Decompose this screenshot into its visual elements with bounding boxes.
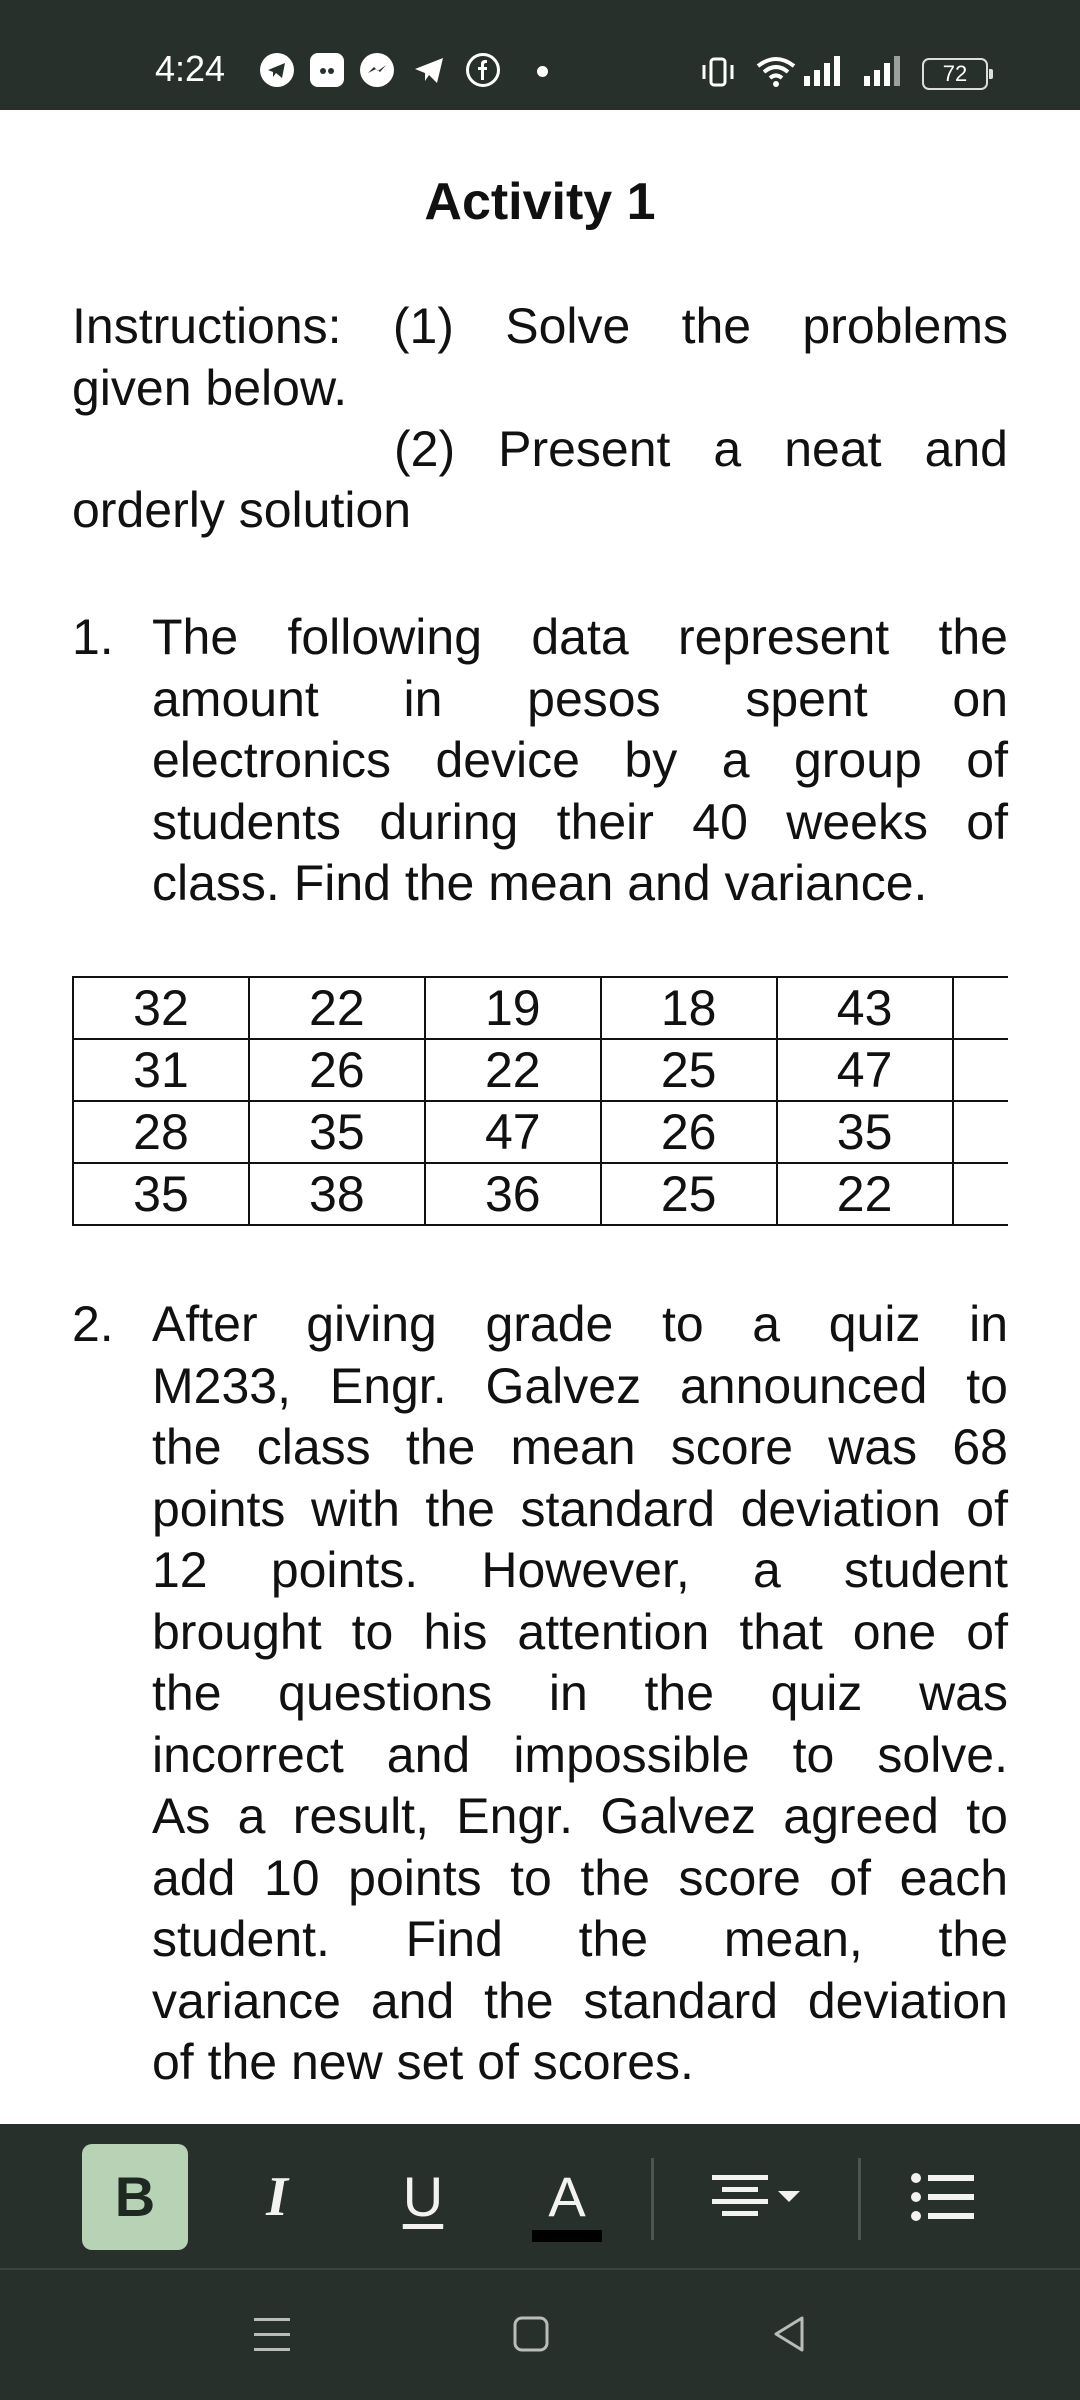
table-cell[interactable]: 26 bbox=[601, 1101, 777, 1163]
bold-button[interactable]: B bbox=[82, 2144, 188, 2250]
signal-icon bbox=[860, 54, 908, 93]
problem-line: class. Find the mean and variance. bbox=[152, 855, 928, 911]
problem-line: As a result, Engr. Galvez agreed to bbox=[152, 1788, 1008, 1844]
problem-1-text[interactable] bbox=[152, 607, 1008, 915]
table-row bbox=[73, 1101, 1008, 1163]
table-cell[interactable]: 38 bbox=[249, 1163, 425, 1225]
table-row bbox=[73, 1039, 1008, 1101]
table-cell[interactable]: 32 bbox=[73, 977, 249, 1039]
table-cell[interactable]: 43 bbox=[777, 977, 953, 1039]
instructions-line[interactable]: given below. bbox=[72, 360, 348, 416]
italic-button[interactable]: I bbox=[266, 2166, 288, 2228]
problem-line: the questions in the quiz was bbox=[152, 1665, 1008, 1721]
telegram-icon bbox=[260, 53, 294, 87]
text-color-button[interactable] bbox=[514, 2144, 620, 2250]
back-icon[interactable] bbox=[768, 2310, 812, 2365]
toolbar-divider bbox=[858, 2158, 861, 2240]
table-cell[interactable]: 31 bbox=[73, 1039, 249, 1101]
text-color-swatch bbox=[532, 2230, 602, 2242]
problem-line: students during their 40 weeks of bbox=[152, 793, 1008, 850]
table-cell[interactable]: 19 bbox=[425, 977, 601, 1039]
document-title[interactable]: Activity 1 bbox=[424, 173, 656, 231]
table-cell[interactable] bbox=[953, 1039, 1008, 1101]
table-cell[interactable] bbox=[953, 1101, 1008, 1163]
problem-line: electronics device by a group of bbox=[152, 732, 1008, 788]
table-cell[interactable]: 22 bbox=[249, 977, 425, 1039]
table-cell[interactable]: 22 bbox=[777, 1163, 953, 1225]
list-button[interactable] bbox=[892, 2144, 998, 2250]
status-time: 4:24 bbox=[155, 48, 226, 89]
signal-icon bbox=[800, 54, 848, 93]
table-cell[interactable]: 25 bbox=[601, 1039, 777, 1101]
problem-line: points with the standard deviation of bbox=[152, 1480, 1008, 1537]
battery-indicator: 72 bbox=[922, 58, 988, 90]
table-cell[interactable] bbox=[953, 1163, 1008, 1225]
align-center-icon bbox=[698, 2144, 818, 2250]
problem-line: After giving grade to a quiz in bbox=[152, 1296, 1008, 1352]
underline-button[interactable]: U bbox=[402, 2165, 444, 2228]
table-row bbox=[73, 1163, 1008, 1225]
table-cell[interactable]: 47 bbox=[425, 1101, 601, 1163]
problem-2-text[interactable] bbox=[152, 1294, 1008, 2094]
table-row bbox=[73, 977, 1008, 1039]
problem-line: add 10 points to the score of each bbox=[152, 1849, 1008, 1906]
table-cell[interactable]: 26 bbox=[249, 1039, 425, 1101]
problem-line: The following data represent the bbox=[152, 609, 1008, 665]
table-cell[interactable] bbox=[953, 977, 1008, 1039]
text-color-label: A bbox=[548, 2165, 586, 2228]
problem-line: 12 points. However, a student bbox=[152, 1542, 1008, 1598]
data-table[interactable] bbox=[72, 976, 1008, 1226]
table-cell[interactable]: 28 bbox=[73, 1101, 249, 1163]
table-cell[interactable]: 35 bbox=[73, 1163, 249, 1225]
align-button[interactable] bbox=[698, 2144, 818, 2250]
table-cell[interactable]: 25 bbox=[601, 1163, 777, 1225]
problem-line: the class the mean score was 68 bbox=[152, 1419, 1008, 1475]
problem-number: 1. bbox=[72, 609, 114, 665]
instructions-line[interactable]: orderly solution bbox=[72, 482, 412, 538]
instructions-line[interactable]: (2) Present a neat and bbox=[394, 421, 1008, 477]
formatting-toolbar bbox=[0, 2124, 1080, 2268]
problem-line: incorrect and impossible to solve. bbox=[152, 1726, 1008, 1783]
facebook-icon bbox=[466, 53, 500, 87]
problem-line: student. Find the mean, the bbox=[152, 1911, 1008, 1967]
instructions-line[interactable]: Instructions: (1) Solve the problems bbox=[72, 298, 1008, 354]
table-cell[interactable]: 47 bbox=[777, 1039, 953, 1101]
discord-icon bbox=[310, 53, 344, 87]
problem-number: 2. bbox=[72, 1296, 114, 1352]
problem-line: amount in pesos spent on bbox=[152, 670, 1008, 727]
vibrate-icon bbox=[700, 56, 736, 93]
status-bar bbox=[0, 0, 1080, 110]
toolbar-divider bbox=[651, 2158, 654, 2240]
problem-line: variance and the standard deviation bbox=[152, 1972, 1008, 2029]
problem-line: of the new set of scores. bbox=[152, 2034, 694, 2090]
table-cell[interactable]: 22 bbox=[425, 1039, 601, 1101]
recent-apps-icon[interactable] bbox=[250, 2310, 294, 2365]
navigation-bar bbox=[0, 2268, 1080, 2400]
table-cell[interactable]: 36 bbox=[425, 1163, 601, 1225]
more-notifications-dot bbox=[537, 66, 548, 77]
telegram-icon bbox=[412, 53, 446, 87]
messenger-icon bbox=[360, 53, 394, 87]
problem-line: brought to his attention that one of bbox=[152, 1603, 1008, 1660]
bulleted-list-icon bbox=[892, 2144, 998, 2250]
table-cell[interactable]: 35 bbox=[249, 1101, 425, 1163]
table-cell[interactable]: 35 bbox=[777, 1101, 953, 1163]
table-cell[interactable]: 18 bbox=[601, 977, 777, 1039]
home-icon[interactable] bbox=[510, 2310, 554, 2365]
problem-line: M233, Engr. Galvez announced to bbox=[152, 1357, 1008, 1414]
wifi-icon bbox=[755, 54, 797, 93]
